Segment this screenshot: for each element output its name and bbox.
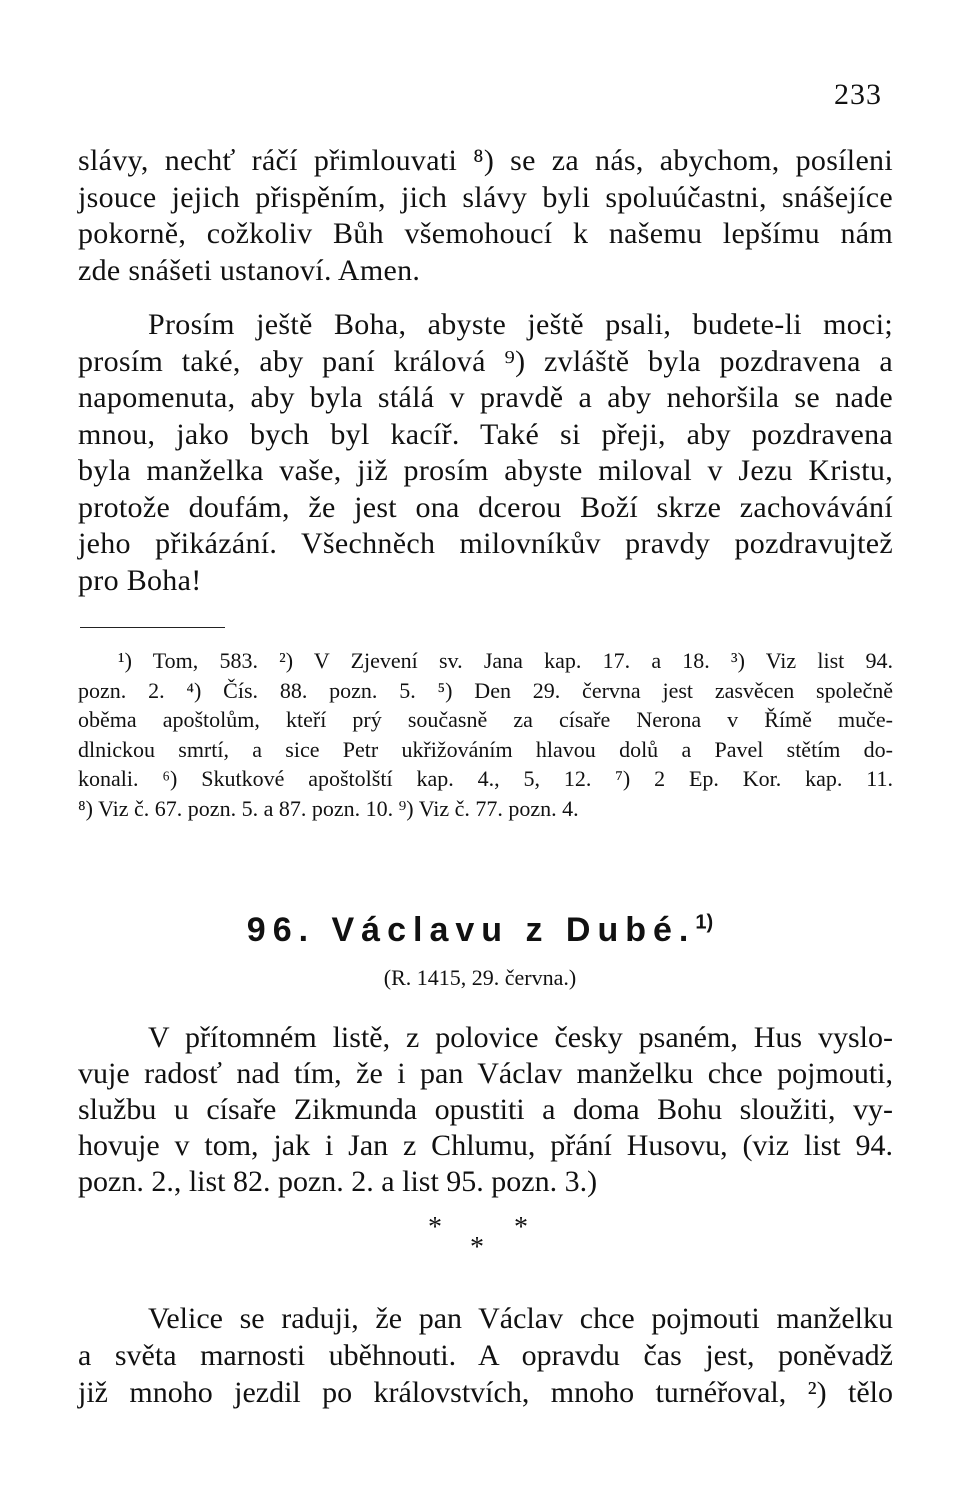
text-line: protože doufám, že jest ona dcerou Boží skrze zachovávání bbox=[78, 490, 893, 524]
text-line: Velice se raduji, že pan Václav chce pojmouti manželku bbox=[148, 1302, 893, 1335]
footnotes bbox=[78, 646, 893, 823]
letter-dateline: (R. 1415, 29. června.) bbox=[383, 965, 577, 990]
footnote-line: ⁸) Viz č. 67. pozn. 5. a 87. pozn. 10. ⁹) Viz č. 77. pozn. 4. bbox=[78, 795, 579, 821]
text-line: službu u císaře Zikmunda opustiti a doma Bohu sloužiti, vy- bbox=[78, 1093, 893, 1126]
footnote-separator bbox=[80, 627, 225, 628]
section-divider-asterisks bbox=[420, 1212, 540, 1262]
text-line: zde snášeti ustanoví. Amen. bbox=[78, 253, 421, 287]
text-line: hovuje v tom, jak i Jan z Chlumu, přání Husovu, (viz list 94. bbox=[78, 1129, 893, 1162]
footnote-line: konali. ⁶) Skutkové apoštolští kap. 4., 5, 12. ⁷) 2 Ep. Kor. kap. 11. bbox=[78, 766, 893, 791]
footnote-line: ¹) Tom, 583. ²) V Zjevení sv. Jana kap. 17. a 18. ³) Viz list 94. bbox=[118, 648, 893, 673]
letter-closing-paragraph bbox=[78, 143, 893, 289]
letter-title: 96. Václavu z Dubé. bbox=[246, 911, 696, 949]
letter-summary bbox=[78, 1020, 893, 1200]
page-number: 233 bbox=[834, 78, 882, 111]
letter-body bbox=[78, 1300, 893, 1411]
footnote-line: pozn. 2. ⁴) Čís. 88. pozn. 5. ⁵) Den 29. června jest zasvěcen společně bbox=[78, 677, 893, 703]
text-line: prosím také, aby paní králová ⁹) zvláště byla pozdravena a bbox=[78, 344, 893, 378]
footnote-line: dlnickou smrtí, a sice Petr ukřižováním hlavou dolů a Pavel stětím do- bbox=[78, 736, 893, 762]
text-line: a světa marnosti uběhnouti. A opravdu čas jest, poněvadž bbox=[78, 1339, 893, 1372]
asterism-mark: * bbox=[428, 1212, 442, 1243]
text-line: V přítomném listě, z polovice česky psaném, Hus vyslo- bbox=[148, 1021, 893, 1054]
title-footnote-mark: 1) bbox=[695, 911, 714, 934]
text-line: Prosím ještě Boha, abyste ještě psali, budete-li moci; bbox=[148, 308, 893, 341]
text-line: pozn. 2., list 82. pozn. 2. a list 95. pozn. 3.) bbox=[78, 1165, 598, 1198]
text-line: pro Boha! bbox=[78, 563, 202, 597]
postscript-paragraph bbox=[78, 307, 893, 599]
text-line: vuje radosť nad tím, že i pan Václav manželku chce pojmouti, bbox=[78, 1057, 893, 1090]
text-line: napomenuta, aby byla stálá v pravdě a aby nehoršila se nade bbox=[78, 381, 893, 414]
letter-heading bbox=[0, 911, 960, 950]
text-line: byla manželka vaše, již prosím abyste miloval v Jezu Kristu, bbox=[78, 454, 893, 487]
text-line: jeho přikázání. Všechněch milovníkův pravdy pozdravujtež bbox=[78, 527, 893, 560]
text-line: jsouce jejich přispěním, jich slávy byli spoluúčastni, snášejíce bbox=[78, 180, 893, 214]
asterism-mark: * bbox=[514, 1212, 528, 1243]
text-line: mnou, jako bych byl kacíř. Také si přeji, aby pozdravena bbox=[78, 417, 893, 451]
text-line: již mnoho jezdil po královstvích, mnoho turnéřoval, ²) tělo bbox=[78, 1376, 893, 1409]
asterism-mark: * bbox=[470, 1232, 484, 1263]
footnote-line: oběma apoštolům, kteří prý současně za císaře Nerona v Římě muče- bbox=[78, 707, 893, 732]
text-line: slávy, nechť ráčí přimlouvati ⁸) se za nás, abychom, posíleni bbox=[78, 144, 893, 177]
text-line: pokorně, cožkoliv Bůh všemohoucí k našemu lepšímu nám bbox=[78, 217, 893, 250]
